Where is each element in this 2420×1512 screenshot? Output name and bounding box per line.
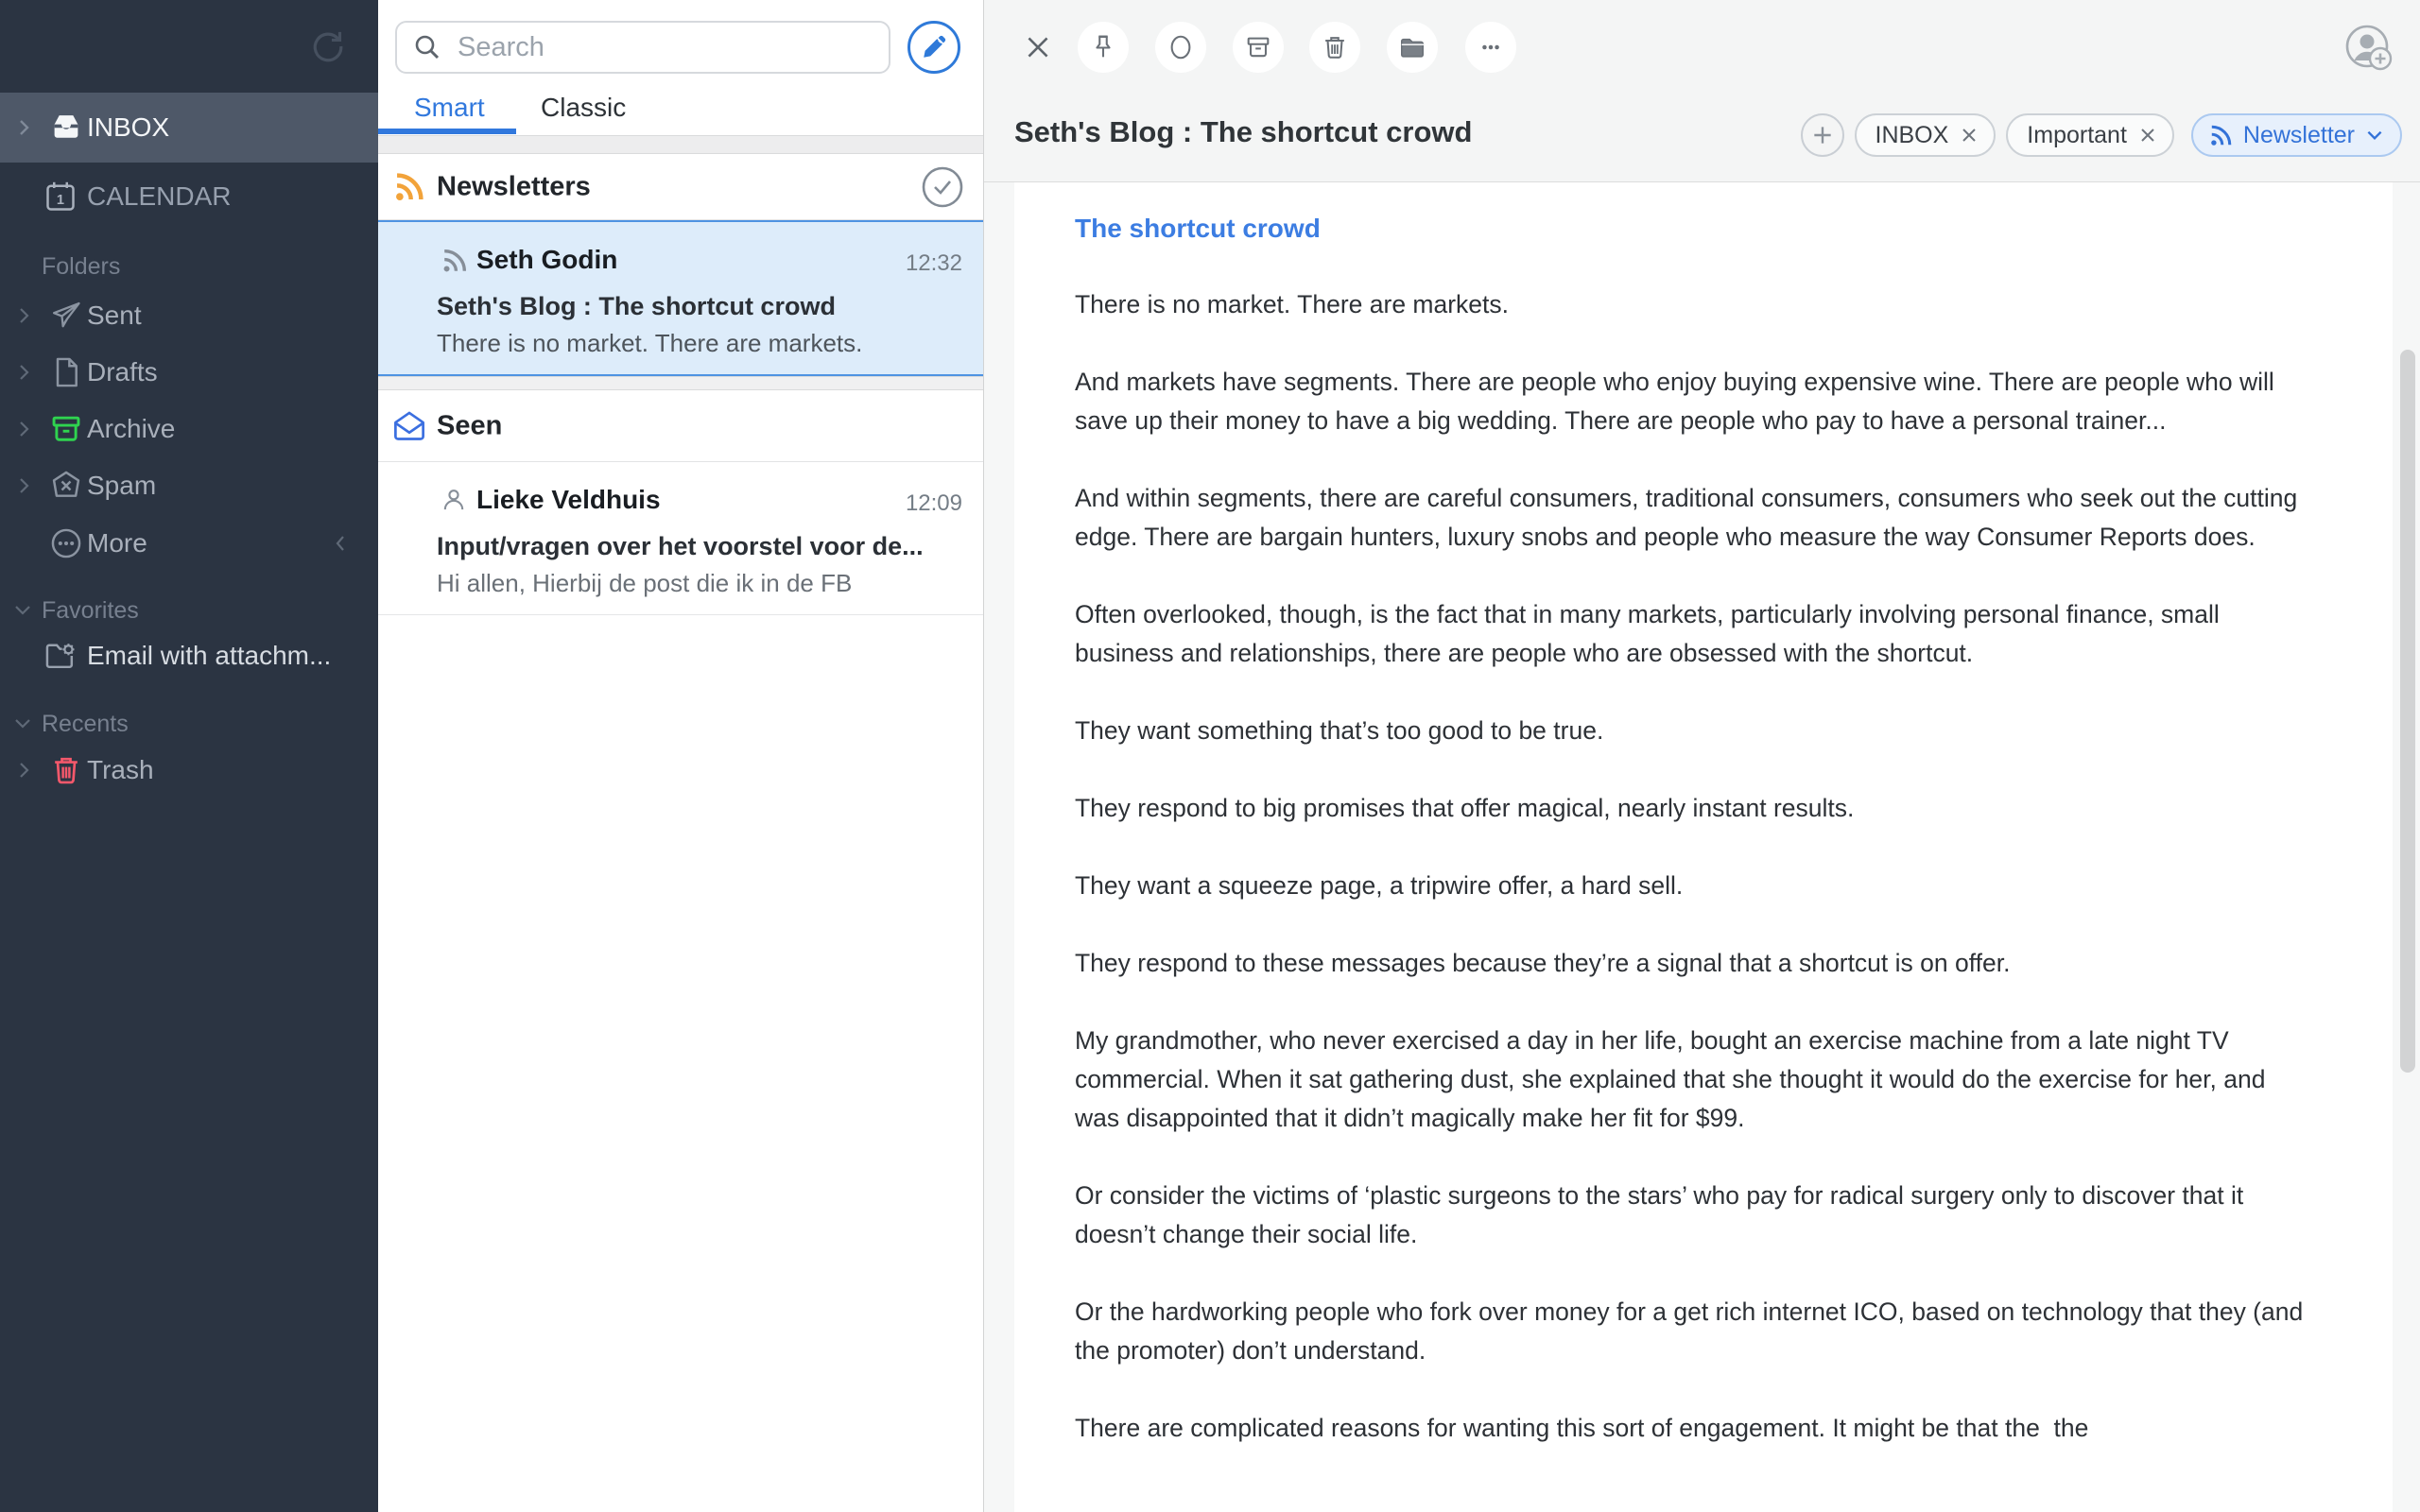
mark-read-check-icon[interactable] xyxy=(921,165,964,209)
email-body-paragraph: There are complicated reasons for wanting this sort of engagement. It might be that the the xyxy=(1075,1414,2089,1442)
rss-icon xyxy=(441,247,469,275)
email-subject-title: Seth's Blog : The shortcut crowd xyxy=(1014,115,1473,148)
email-body-paragraph: They respond to these messages because they’re a signal that a shortcut is on offer. xyxy=(1075,949,2011,977)
tags-row xyxy=(1801,113,2403,157)
reading-pane xyxy=(983,0,2420,1512)
rss-icon xyxy=(2208,123,2234,148)
tag-pill-inbox[interactable] xyxy=(1855,113,1996,157)
plus-icon xyxy=(1810,123,1835,147)
tab-smart[interactable]: Smart xyxy=(414,93,485,122)
email-body-paragraph: My grandmother, who never exercised a day in her life, bought an exercise machine from a late night TV commercial. When it sat gathering dust, she explained that she thought it would do the exercise for her, and was disappointed that it didn’t magically make her fit for $99. xyxy=(1075,1026,2273,1132)
draft-file-icon xyxy=(49,355,83,389)
remove-tag-icon[interactable] xyxy=(2138,126,2157,145)
refresh-icon[interactable] xyxy=(308,26,348,66)
email-body-paragraph: There is no market. There are markets. xyxy=(1075,290,1510,318)
active-tab-underline xyxy=(378,129,516,134)
rss-icon xyxy=(392,170,426,204)
chevron-right-icon xyxy=(331,533,352,554)
trash-icon xyxy=(49,753,83,787)
more-options-button[interactable] xyxy=(1465,22,1516,73)
ellipsis-icon xyxy=(1477,33,1505,61)
tag-label: INBOX xyxy=(1875,121,1949,148)
sidebar-item-calendar[interactable] xyxy=(0,168,378,225)
move-to-folder-button[interactable] xyxy=(1387,22,1438,73)
tag-label: Important xyxy=(2027,121,2127,148)
sidebar-item-label: Drafts xyxy=(87,357,158,387)
search-icon xyxy=(412,32,442,62)
search-box[interactable] xyxy=(395,21,890,74)
section-title: Newsletters xyxy=(437,171,591,201)
tag-pill-important[interactable] xyxy=(2006,113,2174,157)
search-input[interactable] xyxy=(456,31,856,64)
email-snippet: There is no market. There are markets. xyxy=(437,329,863,357)
trash-button[interactable] xyxy=(1309,22,1360,73)
chevron-down-icon[interactable] xyxy=(2364,125,2385,146)
svg-text:1: 1 xyxy=(56,192,65,208)
sidebar-item-sent[interactable] xyxy=(0,287,378,344)
email-body-paragraph: Or consider the victims of ‘plastic surgeons to the stars’ who pay for radical surgery only to discover that it doesn’t change their social life. xyxy=(1075,1181,2251,1248)
archive-icon xyxy=(49,412,83,446)
person-icon xyxy=(441,487,469,515)
pin-icon xyxy=(1089,33,1117,61)
sidebar: INBOX 1 CALENDAR Folders Sent Drafts Archive Spam More Favorites Email with attachm... Recents Trash xyxy=(0,0,378,1512)
more-circle-icon xyxy=(49,526,83,560)
chevron-right-icon[interactable] xyxy=(13,362,34,383)
folder-icon xyxy=(1398,33,1426,61)
sidebar-item-label: Archive xyxy=(87,414,176,443)
folder-gear-icon xyxy=(43,639,78,673)
email-list-item[interactable] xyxy=(378,462,983,615)
sidebar-item-spam[interactable] xyxy=(0,457,378,514)
chevron-down-icon[interactable] xyxy=(12,599,33,620)
chevron-right-icon[interactable] xyxy=(13,475,34,496)
email-sender: Seth Godin xyxy=(476,245,618,274)
circle-icon xyxy=(1167,33,1195,61)
calendar-icon xyxy=(43,180,78,214)
email-body-paragraph: And markets have segments. There are people who enjoy buying expensive wine. There are people who will save up their money to have a big wedding. There are people who pay to have a personal trainer... xyxy=(1075,368,2282,435)
sidebar-item-drafts[interactable] xyxy=(0,344,378,401)
compose-button[interactable] xyxy=(908,21,960,74)
sidebar-item-trash[interactable] xyxy=(0,742,378,799)
newsletter-tag-pill[interactable] xyxy=(2191,113,2402,157)
add-contact-button[interactable] xyxy=(2342,21,2394,74)
archive-icon xyxy=(1244,33,1272,61)
email-body-paragraph: Or the hardworking people who fork over money for a get rich internet ICO, based on technology that they (and the promoter) don’t understand. xyxy=(1075,1297,2310,1365)
section-divider-band xyxy=(378,135,983,154)
email-body-paragraph: They respond to big promises that offer magical, nearly instant results. xyxy=(1075,794,1855,822)
tag-label: Newsletter xyxy=(2242,121,2355,148)
email-body-title-link[interactable]: The shortcut crowd xyxy=(1075,214,1321,243)
trash-icon xyxy=(1321,33,1349,61)
person-add-icon xyxy=(2342,21,2394,74)
mark-unread-button[interactable] xyxy=(1155,22,1206,73)
sidebar-item-label: Email with attachm... xyxy=(87,641,332,670)
sidebar-item-label: CALENDAR xyxy=(87,181,232,211)
email-body-paragraph: They want a squeeze page, a tripwire offer, a hard sell. xyxy=(1075,871,1684,900)
sidebar-item-label: More xyxy=(87,528,147,558)
sidebar-item-inbox[interactable] xyxy=(0,93,378,163)
send-icon xyxy=(49,299,83,333)
chevron-right-icon[interactable] xyxy=(13,305,34,326)
archive-button[interactable] xyxy=(1233,22,1284,73)
chevron-right-icon[interactable] xyxy=(13,419,34,439)
section-header-seen[interactable] xyxy=(378,390,983,462)
section-header-newsletters[interactable] xyxy=(378,154,983,220)
email-body-paragraph: And within segments, there are careful consumers, traditional consumers, consumers who seek out the cutting edge. There are bargain hunters, luxury snobs and people who measure the way Consumer Reports does. xyxy=(1075,484,2305,551)
email-time: 12:09 xyxy=(905,490,962,516)
sidebar-item-label: INBOX xyxy=(87,112,170,142)
email-body-paragraph: They want something that’s too good to be true. xyxy=(1075,716,1604,745)
spam-icon xyxy=(49,469,83,503)
email-snippet: Hi allen, Hierbij de post die ik in de FB xyxy=(437,569,853,597)
inbox-icon xyxy=(49,111,83,145)
sidebar-section-folders: Folders xyxy=(42,253,121,280)
sidebar-item-email-with-attachment[interactable] xyxy=(0,627,378,684)
sidebar-item-more[interactable] xyxy=(0,515,378,572)
sidebar-item-archive[interactable] xyxy=(0,401,378,457)
email-body-paragraph: Often overlooked, though, is the fact that in many markets, particularly involving personal finance, small business and relationships, there are people who are obsessed with the shortcut. xyxy=(1075,600,2227,667)
email-list-item-selected[interactable] xyxy=(378,220,983,376)
email-subject: Seth's Blog : The shortcut crowd xyxy=(437,292,836,320)
email-sender: Lieke Veldhuis xyxy=(476,485,661,514)
tab-classic[interactable]: Classic xyxy=(541,93,627,122)
sidebar-item-label: Sent xyxy=(87,301,142,330)
email-subject: Input/vragen over het voorstel voor de... xyxy=(437,532,924,560)
scrollbar-thumb[interactable] xyxy=(2400,350,2415,1073)
reading-header xyxy=(984,0,2420,182)
message-list-pane xyxy=(378,0,983,1512)
sidebar-item-label: Spam xyxy=(87,471,157,500)
email-time: 12:32 xyxy=(905,250,962,276)
section-title: Seen xyxy=(437,410,503,440)
email-body xyxy=(1014,182,2393,1512)
sidebar-item-label: Trash xyxy=(87,755,154,784)
chevron-down-icon[interactable] xyxy=(12,713,33,733)
pencil-icon xyxy=(920,33,948,61)
pin-button[interactable] xyxy=(1078,22,1129,73)
section-divider-band xyxy=(378,376,983,390)
add-tag-button[interactable] xyxy=(1801,113,1844,157)
close-icon xyxy=(1022,31,1054,63)
close-button[interactable] xyxy=(1012,22,1063,73)
open-envelope-icon xyxy=(392,409,426,443)
chevron-right-icon[interactable] xyxy=(13,117,34,138)
remove-tag-icon[interactable] xyxy=(1960,126,1979,145)
chevron-right-icon[interactable] xyxy=(13,760,34,781)
